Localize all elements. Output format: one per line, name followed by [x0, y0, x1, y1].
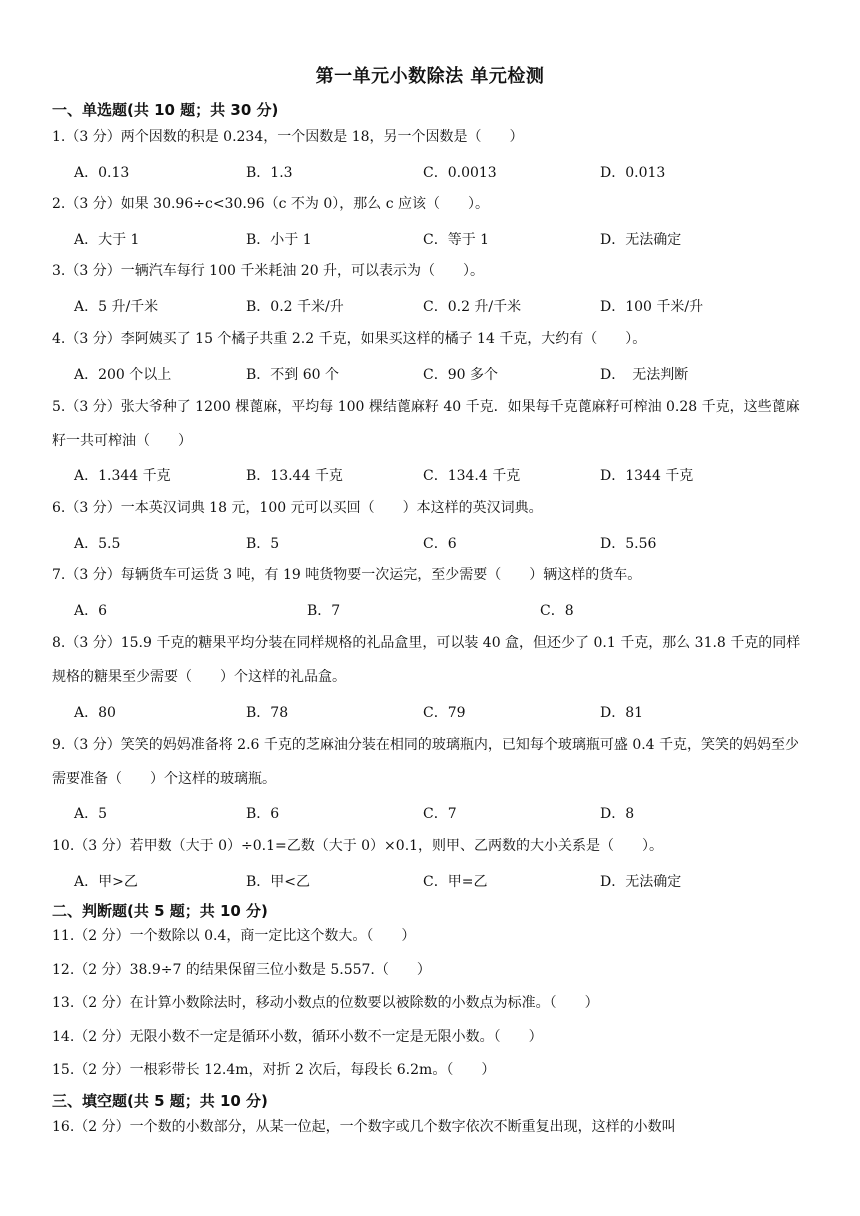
option-b: B．小于 1	[246, 232, 312, 248]
question-1-options	[74, 162, 814, 186]
question-4: 4.（3 分）李阿姨买了 15 个橘子共重 2.2 千克，如果买这样的橘子 14 千克，大约有（ ）。	[52, 331, 647, 347]
question-8-options	[74, 702, 814, 726]
section-heading-fill-in: 三、填空题(共 5 题；共 10 分)	[52, 1092, 268, 1110]
option-a: A．6	[74, 603, 108, 619]
option-d: D．100 千米/升	[600, 299, 704, 315]
option-b: B．甲<乙	[246, 874, 311, 890]
question-13: 13.（2 分）在计算小数除法时，移动小数点的位数要以被除数的小数点为标准。（ ）	[52, 995, 599, 1011]
question-9-options	[74, 803, 814, 827]
question-8: 8.（3 分）15.9 千克的糖果平均分装在同样规格的礼品盒里，可以装 40 盒，但还少了 0.1 千克，那么 31.8 千克的同样规格的糖果至少需要（ ）个这样的礼品盒。	[52, 635, 801, 685]
question-2: 2.（3 分）如果 30.96÷c<30.96（c 不为 0），那么 c 应该（ ）。	[52, 196, 490, 212]
question-1: 1.（3 分）两个因数的积是 0.234，一个因数是 18，另一个因数是（ ）	[52, 129, 524, 145]
option-b: B．0.2 千米/升	[246, 299, 344, 315]
section-heading-single-choice: 一、单选题(共 10 题；共 30 分)	[52, 101, 279, 119]
option-c: C．134.4 千克	[423, 468, 521, 484]
question-16: 16.（2 分）一个数的小数部分，从某一位起，一个数字或几个数字依次不断重复出现，这样的小数叫	[52, 1119, 676, 1135]
question-9: 9.（3 分）笑笑的妈妈准备将 2.6 千克的芝麻油分装在相同的玻璃瓶内，已知每个玻璃瓶可盛 0.4 千克，笑笑的妈妈至少需要准备（ ）个这样的玻璃瓶。	[52, 737, 800, 787]
option-d: D．81	[600, 705, 644, 721]
question-4-options	[74, 364, 814, 388]
question-3-options	[74, 296, 814, 320]
option-a: A．5.5	[74, 536, 121, 552]
option-c: C．0.2 升/千米	[423, 299, 522, 315]
option-b: B．1.3	[246, 165, 293, 181]
option-b: B．7	[307, 603, 341, 619]
option-c: C．0.0013	[423, 165, 497, 181]
question-6: 6.（3 分）一本英汉词典 18 元，100 元可以买回（ ）本这样的英汉词典。	[52, 500, 543, 516]
option-a: A．甲>乙	[74, 874, 138, 890]
option-c: C．6	[423, 536, 457, 552]
option-d: D．5.56	[600, 536, 657, 552]
option-d: D．0.013	[600, 165, 666, 181]
question-7: 7.（3 分）每辆货车可运货 3 吨，有 19 吨货物要一次运完，至少需要（ ）辆这样的货车。	[52, 567, 642, 583]
option-c: C．79	[423, 705, 466, 721]
option-b: B．13.44 千克	[246, 468, 343, 484]
question-10-options	[74, 871, 814, 895]
option-a: A．0.13	[74, 165, 130, 181]
option-c: C．8	[540, 603, 574, 619]
option-b: B．6	[246, 806, 280, 822]
option-a: A．5 升/千米	[74, 299, 159, 315]
option-d: D．8	[600, 806, 635, 822]
option-b: B．5	[246, 536, 280, 552]
question-3: 3.（3 分）一辆汽车每行 100 千米耗油 20 升，可以表示为（ ）。	[52, 263, 485, 279]
option-b: B．不到 60 个	[246, 367, 340, 383]
question-6-options	[74, 533, 814, 557]
option-a: A．1.344 千克	[74, 468, 171, 484]
option-c: C．7	[423, 806, 457, 822]
question-7-options	[74, 600, 814, 624]
option-c: C．甲=乙	[423, 874, 488, 890]
question-12: 12.（2 分）38.9÷7 的结果保留三位小数是 5.557.（ ）	[52, 962, 431, 978]
question-2-options	[74, 229, 814, 253]
option-a: A．80	[74, 705, 116, 721]
option-d: D．无法确定	[600, 232, 682, 248]
option-d: D．无法确定	[600, 874, 682, 890]
question-5-options	[74, 465, 814, 489]
exam-title: 第一单元小数除法 单元检测	[315, 66, 545, 87]
option-b: B．78	[246, 705, 289, 721]
question-14: 14.（2 分）无限小数不一定是循环小数，循环小数不一定是无限小数。（ ）	[52, 1029, 543, 1045]
option-d: D．1344 千克	[600, 468, 694, 484]
section-heading-true-false: 二、判断题(共 5 题；共 10 分)	[52, 902, 268, 920]
question-10: 10.（3 分）若甲数（大于 0）÷0.1=乙数（大于 0）×0.1，则甲、乙两数的大小关系是（ ）。	[52, 838, 664, 854]
option-c: C．90 多个	[423, 367, 498, 383]
question-5: 5.（3 分）张大爷种了 1200 棵蓖麻，平均每 100 棵结蓖麻籽 40 千克．如果每千克蓖麻籽可榨油 0.28 千克，这些蓖麻籽一共可榨油（ ）	[52, 399, 800, 449]
option-a: A．5	[74, 806, 108, 822]
question-15: 15.（2 分）一根彩带长 12.4m，对折 2 次后，每段长 6.2m。（ ）	[52, 1062, 496, 1078]
option-a: A．200 个以上	[74, 367, 172, 383]
question-11: 11.（2 分）一个数除以 0.4，商一定比这个数大。（ ）	[52, 928, 416, 944]
option-d: D． 无法判断	[600, 367, 689, 383]
option-c: C．等于 1	[423, 232, 490, 248]
option-a: A．大于 1	[74, 232, 140, 248]
